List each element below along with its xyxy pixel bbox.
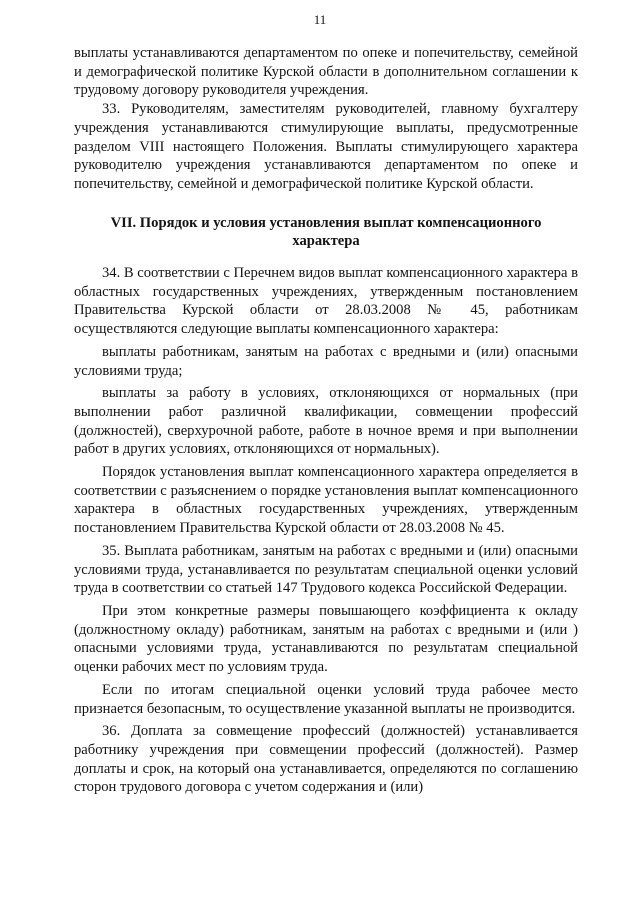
item-34-list-item: выплаты работникам, занятым на работах с вредными и (или) опасными условиями труда; (74, 343, 578, 379)
item-33-paragraph: 33. Руководителям, заместителям руководителей, главному бухгалтеру учреждения устанавливаются стимулирующие выплаты, предусмотренные разделом VIII настоящего Положения. Выплаты стимулирующего характера руководителю учреждения устанавливаются департаментом по опеке и попечительству, семейной и демографической политике Курской области. (74, 101, 578, 192)
item-35-paragraph-3: Если по итогам специальной оценки условий труда рабочее место признается безопасным, то осуществление указанной выплаты не производится. (74, 681, 578, 717)
page-number: 11 (313, 12, 327, 27)
section-heading-line-2: характера (292, 233, 360, 250)
item-34-closing: Порядок установления выплат компенсационного характера определяется в соответствии с разъяснением о порядке установления выплат компенсационного характера в областных государственных учреждениях, утвержденным постановлением Правительства Курской области от 28.03.2008 № 45. (74, 464, 578, 537)
item-34-intro: 34. В соответствии с Перечнем видов выплат компенсационного характера в областных государственных учреждениях, утвержденным постановлением Правительства Курской области от 28.03.2008 № 45, работникам осуществляются следующие выплаты компенсационного характера: (74, 265, 578, 338)
document-body (74, 44, 578, 797)
item-35-paragraph: 35. Выплата работникам, занятым на работах с вредными и (или) опасными условиями труда, устанавливается по результатам специальной оценки условий труда в соответствии со статьей 147 Трудового кодекса Российской Федерации. (74, 542, 578, 597)
section-heading-line-1: VII. Порядок и условия установления выплат компенсационного (110, 214, 542, 231)
item-34-list-item: выплаты за работу в условиях, отклоняющихся от нормальных (при выполнении работ различной квалификации, совмещении профессий (должностей), сверхурочной работе, работе в ночное время и при выполнении работ в других условиях, отклоняющихся от нормальных). (74, 385, 578, 458)
item-35-paragraph-2: При этом конкретные размеры повышающего коэффициента к окладу (должностному окладу) работникам, занятым на работах с вредными и (или ) опасными условиями труда, устанавливаются по результатам специальной оценки рабочих мест по условиям труда. (74, 602, 578, 676)
intro-paragraph: выплаты устанавливаются департаментом по опеке и попечительству, семейной и демографической политике Курской области в дополнительном соглашении к трудовому договору руководителя учреждения. (74, 45, 578, 99)
section-heading (74, 214, 578, 251)
item-36-paragraph: 36. Доплата за совмещение профессий (должностей) устанавливается работнику учреждения при совмещении профессий (должностей). Размер доплаты и срок, на который она устанавливается, определяются по соглашению сторон трудового договора с учетом содержания и (или) (74, 723, 578, 796)
